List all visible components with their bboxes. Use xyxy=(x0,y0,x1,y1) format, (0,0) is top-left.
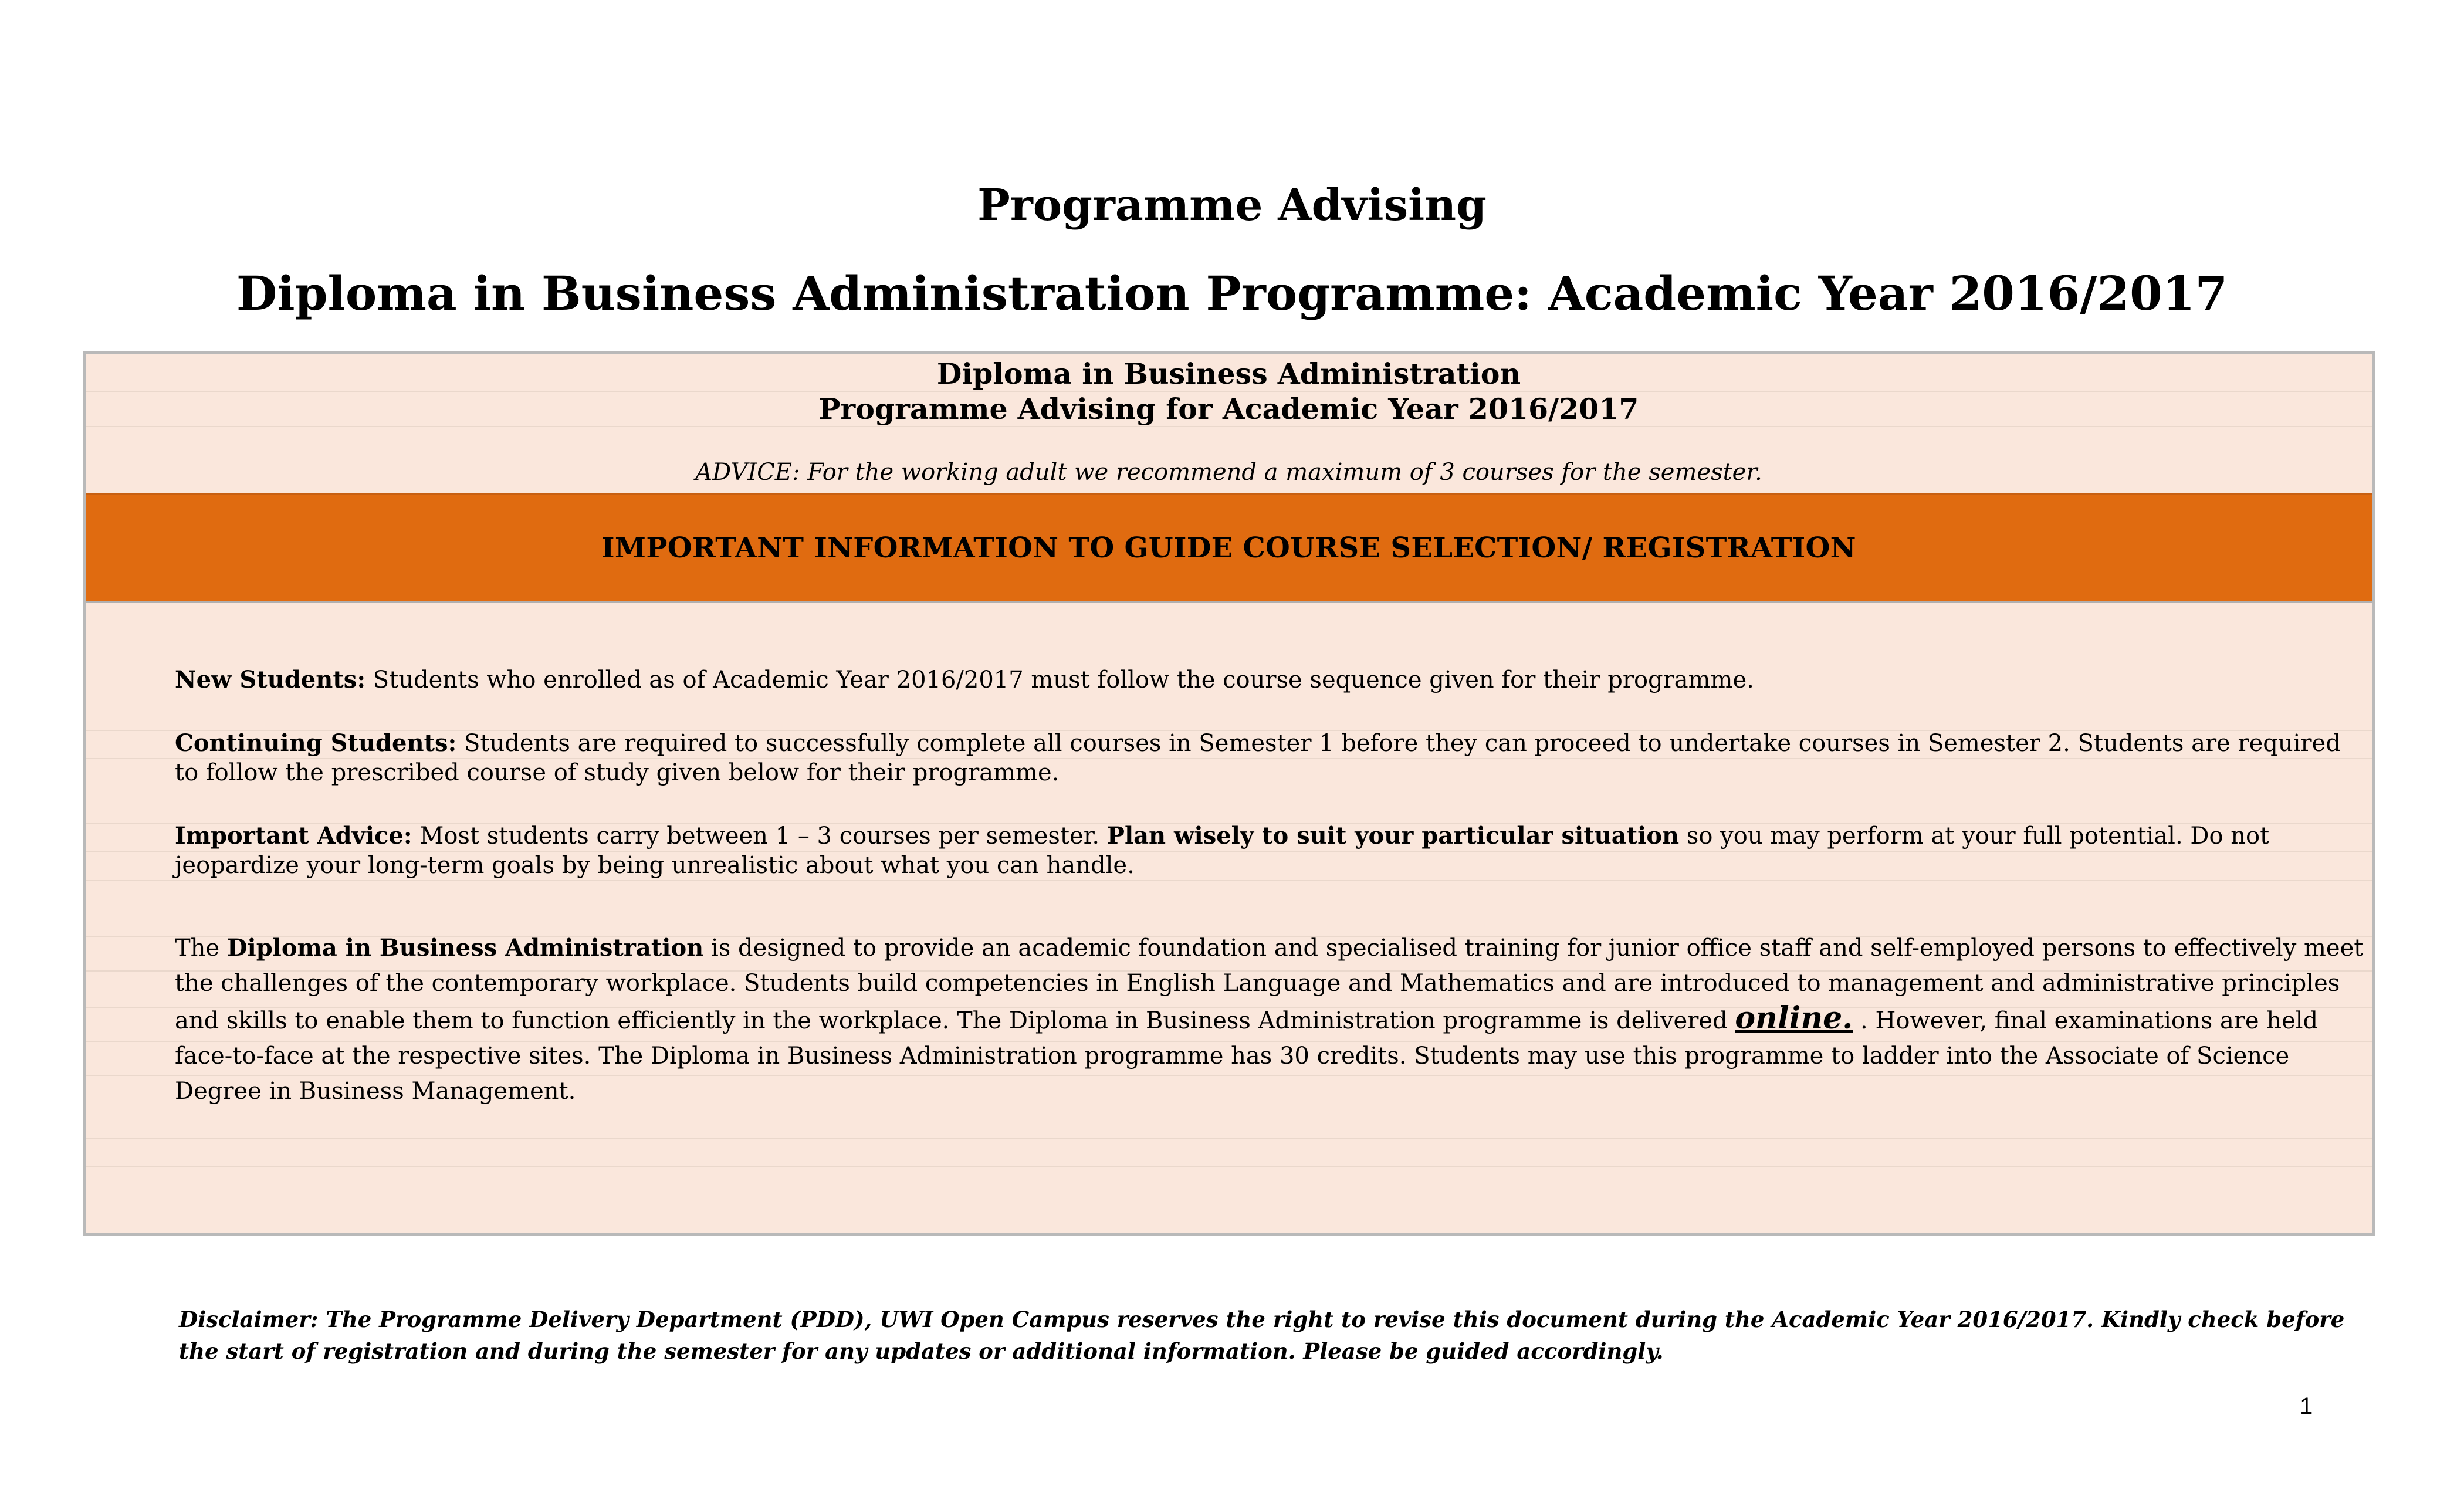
important-advice-emphasis: Plan wisely to suit your particular situation xyxy=(1106,822,1680,849)
panel-heading-advising: Programme Advising for Academic Year 2016/2017 xyxy=(818,392,1639,426)
advice-note: ADVICE: For the working adult we recommend a maximum of 3 courses for the semester. xyxy=(695,459,1762,486)
continuing-students-label: Continuing Students: xyxy=(175,729,457,757)
advising-panel xyxy=(83,351,2375,1236)
row-divider xyxy=(86,880,2372,881)
new-students-text: Students who enrolled as of Academic Year 2016/2017 must follow the course sequence given for their programme. xyxy=(365,666,1754,693)
page-number: 1 xyxy=(2300,1393,2313,1419)
continuing-students-text: Students are required to successfully complete all courses in Semester 1 before they can proceed to undertake courses in Semester 2. Students are required to follow the prescribed course of study given below for their programme. xyxy=(175,730,2341,786)
banner-label: IMPORTANT INFORMATION TO GUIDE COURSE SELECTION/ REGISTRATION xyxy=(601,532,1856,564)
description-text: is designed to provide an academic foundation and specialised training for junior office staff and self-employed persons to effectively meet the challenges of the contemporary workplace. Students build competencies in English Language and Mathematics and are introduced to management and administrative principles and skills to enable them to function efficiently in the workplace. The Diploma in Business Administration programme is delivered xyxy=(175,935,2364,1034)
description-text-end: . However, final examinations are held face-to-face at the respective sites. The Diploma in Business Administration programme has 30 credits. Students may use this programme to ladder into the Associate of Science Degree in Business Management. xyxy=(175,1007,2319,1105)
row-divider xyxy=(86,426,2372,427)
new-students-label: New Students: xyxy=(175,666,366,693)
description-programme-name: Diploma in Business Administration xyxy=(226,934,704,962)
important-advice-label: Important Advice: xyxy=(175,822,412,849)
row-divider xyxy=(86,1166,2372,1167)
important-advice-text-end: so you may perform at your full potential. Do not jeopardize your long-term goals by being unrealistic about what you can handle. xyxy=(175,823,2270,879)
important-info-banner xyxy=(86,493,2372,603)
continuing-students-paragraph xyxy=(175,729,2369,787)
delivery-mode-online: online. xyxy=(1735,1000,1853,1036)
programme-description xyxy=(175,930,2369,1109)
row-divider xyxy=(86,1138,2372,1139)
panel-heading-programme: Diploma in Business Administration xyxy=(936,357,1521,391)
important-advice-text: Most students carry between 1 – 3 courses per semester. xyxy=(412,823,1107,849)
page-title: Programme Advising xyxy=(977,180,1487,231)
disclaimer: Disclaimer: The Programme Delivery Department (PDD), UWI Open Campus reserves the right to revise this document during the Academic Year 2016/2017. Kindly check before the start of registration and during the semester for any updates or additional information. Please be guided accordingly. xyxy=(179,1307,2345,1364)
important-advice-paragraph xyxy=(175,821,2369,880)
page-subtitle: Diploma in Business Administration Programme: Academic Year 2016/2017 xyxy=(236,266,2228,321)
description-lead: The xyxy=(175,935,227,962)
new-students-paragraph xyxy=(175,665,2369,695)
